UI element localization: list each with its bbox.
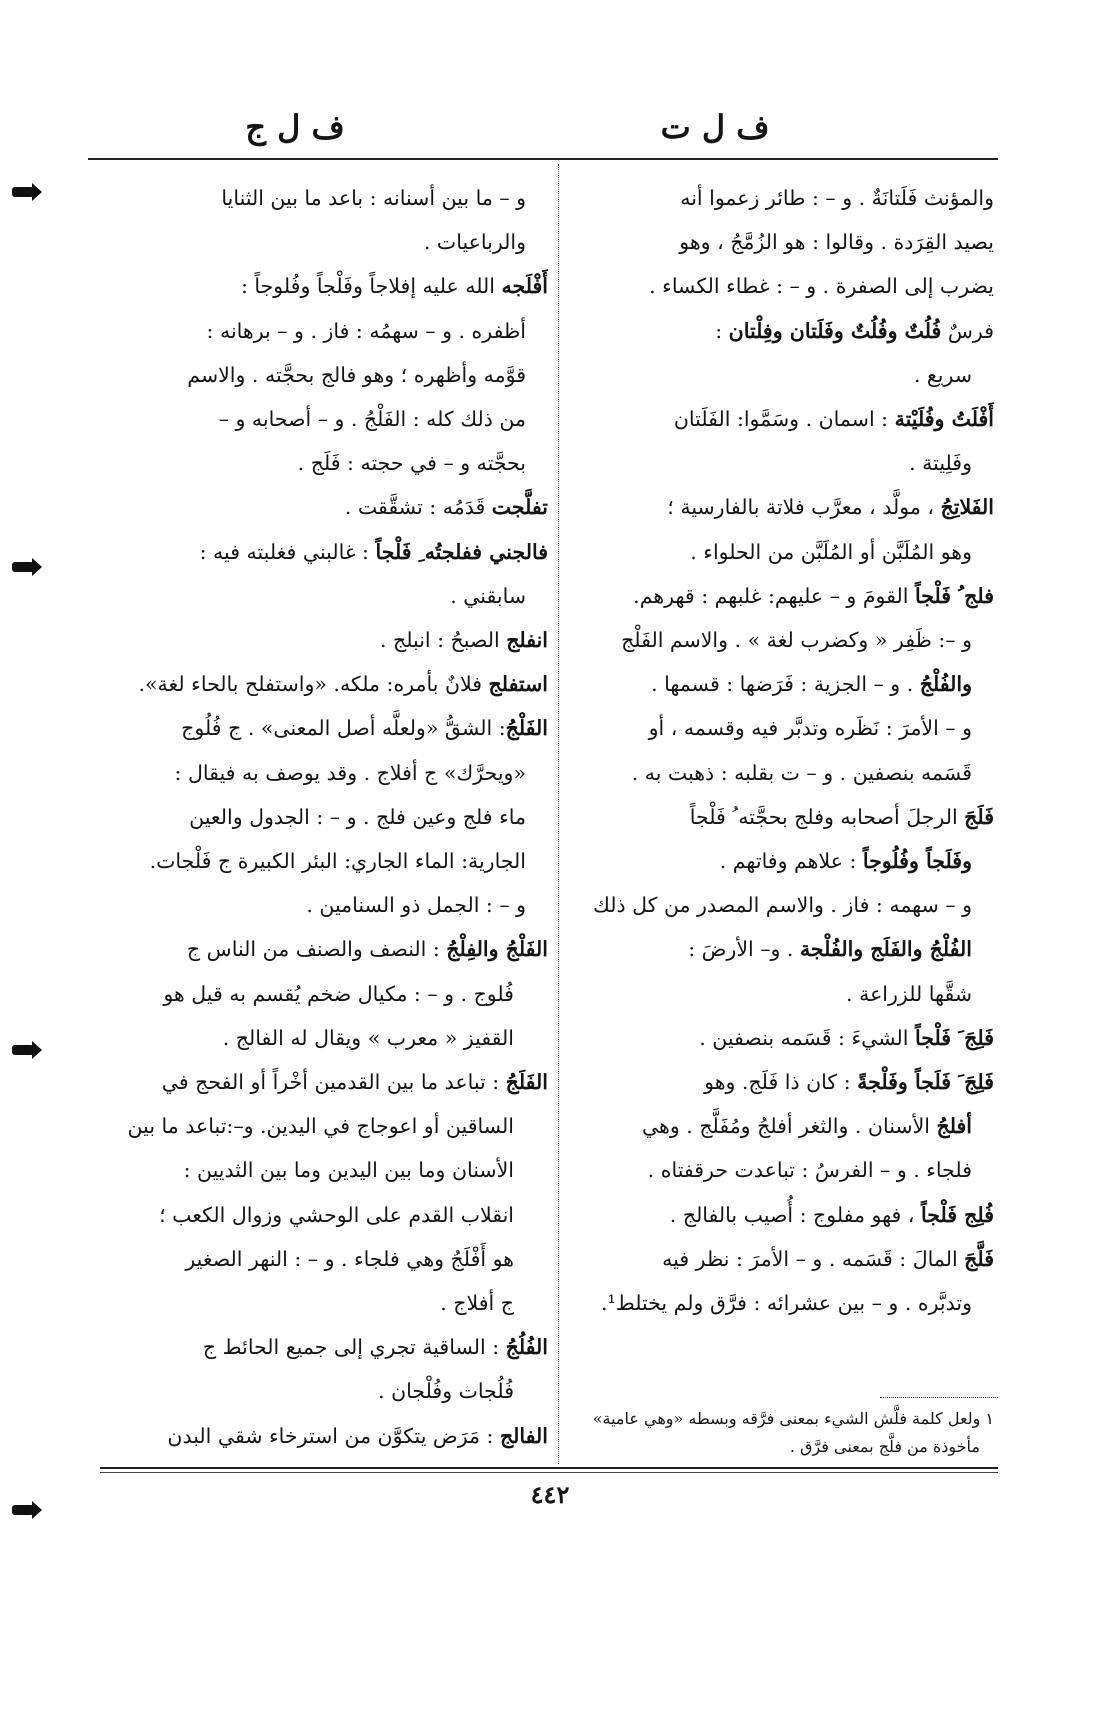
entry-line: فَلِجَ َ فَلْجاً الشيءَ : قَسَمه بنصفين . (699, 1025, 994, 1050)
headword: أَفْلَتُ وفُلَيْتة (894, 407, 994, 432)
headword: استفلج (488, 672, 548, 697)
headword: الفَلَجُ (505, 1070, 548, 1095)
entry-line: وفَلَجاً وفُلُوجاً : علاهم وفاتهم . (719, 849, 972, 874)
entry-line: والمؤنث فَلَتانَةٌ . و – : طائر زعموا أنه (680, 186, 994, 210)
entry-line: «ويحرَّك» ج أفلاج . وقد يوصف به فيقال : (174, 760, 526, 785)
entry-line: يصيد القِرَدة . وقالوا : هو الزُمَّجُ ، وهو (679, 230, 994, 255)
entry-line: الساقين أو اعوجاج في اليدين. و–:تباعد ما بين (127, 1114, 514, 1139)
entry-line: فَلَّجَ المالَ : قَسَمه . و – الأمرَ : نظر فيه (662, 1246, 994, 1271)
entry-line: الفُلُجُ : الساقية تجري إلى جميع الحائط ج (202, 1335, 548, 1360)
entry-line: انقلاب القدم على الوحشي وزوال الكعب ؛ (159, 1202, 514, 1227)
scan-margin-mark (12, 1505, 34, 1515)
column-divider (558, 164, 559, 1464)
entry-line: و – الأمرَ : نَظَره وتدبَّر فيه وقسمه ، أو (648, 716, 972, 741)
left-column (84, 176, 548, 1458)
header-left-root: ف ل ج (245, 108, 345, 146)
headword: الفُلُجُ (505, 1335, 548, 1360)
entry-line: من ذلك كله : الفَلْجُ . و – أصحابه و – (218, 407, 526, 432)
headword: فالجني ففلجتُه ِ فَلْجاً (375, 539, 548, 564)
entry-line: فالجني ففلجتُه ِ فَلْجاً : غالبني فغلبته فيه : (199, 539, 548, 564)
scan-margin-mark (12, 187, 34, 197)
header-rule (88, 158, 998, 160)
headword: انفلج (506, 628, 548, 653)
headword: فَلِجَ َ فَلْجاً (914, 1025, 994, 1050)
entry-line: و – سهمه : فاز . والاسم المصدر من كل ذلك (592, 893, 972, 918)
entry-line: ج أفلاج . (440, 1291, 514, 1316)
entry-line: شقَّها للزراعة . (846, 981, 972, 1006)
entry-line: الفالج : مَرَض يتكوَّن من استرخاء شقي البدن (167, 1423, 548, 1448)
entry-line: و – : الجمل ذو السنامين . (306, 893, 526, 918)
footer-rule (100, 1467, 998, 1469)
page-number: ٤٤٢ (530, 1480, 570, 1509)
header-right-root: ف ل ت (660, 108, 770, 146)
entry-line: استفلج فلانٌ بأمره: ملكه. «واستفلح بالحاء لغة». (138, 672, 548, 697)
headword: الفالج (499, 1423, 548, 1448)
entry-line: سابقني . (450, 583, 526, 608)
entry-line: والرباعيات . (423, 230, 526, 255)
headword: فَلِجَ َ فَلَجاً وفَلْجةً (857, 1070, 994, 1095)
entry-line: وتدبَّره . و – بين عشرائه : فرَّق ولم يختلط¹. (601, 1291, 972, 1316)
headword: الفَلْجُ والفِلْجُ (446, 937, 548, 962)
entry-line: الفَلَجُ : تباعد ما بين القدمين أخْراً أو الفحج في (161, 1070, 548, 1095)
entry-line: فلجاء . و – الفرسُ : تباعدت حرقفتاه . (647, 1158, 972, 1183)
footnote (568, 1405, 994, 1461)
entry-line: فُلُجات وفُلْجان . (378, 1379, 514, 1404)
entry-line: سريع . (913, 362, 972, 387)
headword: الفَلْجُ (505, 716, 548, 741)
right-column (568, 176, 994, 1325)
entry-line: ماء فلج وعين فلج . و – : الجدول والعين (189, 804, 526, 829)
entry-line: أَفْلَجه الله عليه إفلاجاً وفَلْجاً وفُلوجاً : (240, 274, 548, 299)
entry-line: هو أَفْلَجُ وهي فلجاء . و – : النهر الصغير (185, 1246, 514, 1271)
footnote-rule (880, 1397, 998, 1398)
entry-line: فلج ُ فَلْجاً القومَ و – عليهم: غلبهم : قهرهم. (633, 583, 994, 608)
headword: فلج ُ فَلْجاً (914, 583, 994, 608)
footnote-line: ١ ولعل كلمة فلَّش الشيء بمعنى فرَّقه وبسطه «وهي عامية» (592, 1409, 994, 1428)
headword: تفلَّجت (491, 495, 548, 520)
entry-line: بحجَّته و – في حجته : فَلَج . (297, 451, 526, 476)
headword: الفُلْجُ والفَلَج والفُلْجة (799, 937, 972, 962)
entry-line: والفُلْجُ . و – الجزية : فَرَضها : قسمها . (651, 672, 972, 697)
headword: أَفْلَجه (501, 274, 548, 299)
entry-line: الأسنان وما بين اليدين وما بين الثديين : (183, 1158, 514, 1183)
footer-rule-thin (100, 1472, 998, 1473)
entry-line: فَلِجَ َ فَلَجاً وفَلْجةً : كان ذا فَلَج. وهو (704, 1070, 994, 1095)
headword: وفَلَجاً وفُلُوجاً (862, 849, 972, 874)
entry-line: أفلجُ الأسنان . والثغر أفلجُ ومُفَلَّج . وهي (641, 1114, 972, 1139)
entry-line: فَلَجَ الرجلَ أصحابه وفلج بحجَّته ُ فَلْجاً (689, 804, 994, 829)
headword: فُلُتٌ وفُلُتٌ وفَلَتان وفِلْتان (728, 318, 942, 343)
headword: والفُلْجُ (919, 672, 972, 697)
entry-line: الجارية: الماء الجاري: البئر الكبيرة ج فَلْجات. (149, 849, 526, 874)
entry-line: القفيز « معرب » ويقال له الفالج . (222, 1025, 514, 1050)
entry-line: انفلج الصبحُ : انبلج . (379, 628, 548, 653)
headword: فُلِج فَلْجاً (920, 1202, 994, 1227)
scan-margin-mark (12, 1045, 34, 1055)
entry-line: و –: ظَفِر « وكضرب لغة » . والاسم الفَلْج (621, 628, 972, 653)
entry-line: وفَلِيتة . (909, 451, 972, 476)
footnote-line: مأخوذة من فلَّج بمعنى فرَّق . (789, 1437, 980, 1456)
entry-line: و – ما بين أسنانه : باعد ما بين الثنايا (221, 186, 526, 210)
headword: الفَلاتِجُ (940, 495, 994, 520)
entry-line: أظفره . و – سهمُه : فاز . و – برهانه : (206, 318, 526, 343)
entry-line: الفَلاتِجُ ، مولَّد ، معرَّب فلاتة بالفارسية ؛ (667, 495, 994, 520)
entry-line: قوَّمه وأظهره ؛ وهو فالج بحجَّته . والاسم (187, 362, 526, 387)
entry-line: فرسٌ فُلُتٌ وفُلُتٌ وفَلَتان وفِلْتان : (715, 318, 994, 343)
entry-line: الفُلْجُ والفَلَج والفُلْجة . و– الأرضَ : (688, 937, 972, 962)
entry-line: وهو المُلَبَّن أو المُلَبَّن من الحلواء . (690, 539, 972, 564)
scan-margin-mark (12, 562, 34, 572)
entry-line: فُلوج . و – : مكيال ضخم يُقسم به قيل هو (163, 981, 514, 1006)
entry-line: الفَلْجُ والفِلْجُ : النصف والصنف من الناس ج (186, 937, 548, 962)
entry-line: أَفْلَتُ وفُلَيْتة : اسمان . وسَمَّوا: الفَلَتان (673, 407, 994, 432)
entry-line: قَسَمه بنصفين . و – ت بقلبه : ذهبت به . (631, 760, 972, 785)
headword: فَلَّجَ (964, 1246, 994, 1271)
entry-line: الفَلْجُ: الشقُّ «ولعلَّه أصل المعنى» . ج فُلُوج (181, 716, 548, 741)
headword: فَلَجَ (964, 804, 994, 829)
entry-line: يضرب إلى الصفرة . و – : غطاء الكساء . (649, 274, 994, 299)
headword: أفلجُ (936, 1114, 972, 1139)
entry-line: تفلَّجت قَدَمُه : تشقَّقت . (344, 495, 548, 520)
entry-line: فُلِج فَلْجاً ، فهو مفلوج : أُصيب بالفالج . (669, 1202, 994, 1227)
